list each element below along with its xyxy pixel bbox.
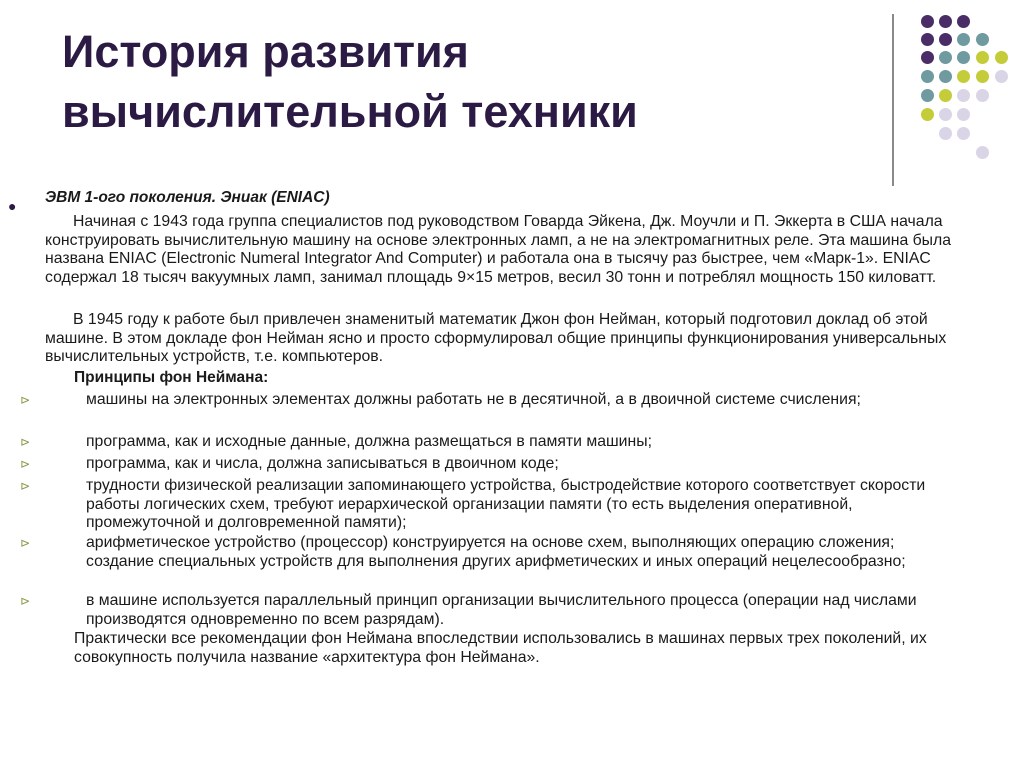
slide-title (62, 22, 842, 142)
paragraph-von-neumann: В 1945 году к работе был привлечен знаменитый математик Джон фон Нейман, который подготовил доклад об этой машине. В этом докладе фон Нейман ясно и просто сформулировал общие принципы функционирования универсальных вычислительных устройств, т.е. компьютеров. (45, 311, 947, 366)
arrow-bullet-icon: ⊳ (20, 435, 31, 449)
arrow-bullet-icon: ⊳ (20, 479, 31, 493)
paragraph-eniac: Начиная с 1943 года группа специалистов под руководством Говарда Эйкена, Дж. Моучли и П. Эккерта в США начала конструировать вычислительную машину на основе электронных ламп, а не на электромагнитных реле. Эта машина была названа ENIAC (Electronic Numeral Integrator And Computer) и работала она в тысячу раз быстрее, чем «Марк-1». ENIAC содержал 18 тысяч вакуумных ламп, занимал площадь 9×15 метров, весил 30 тонн и потреблял мощность 150 киловатт. (45, 213, 952, 286)
closing-paragraph: Практически все рекомендации фон Неймана впоследствии использовались в машинах первых трех поколений, их совокупность получила название «архитектура фон Неймана». (74, 630, 927, 666)
principle-text: программа, как и исходные данные, должна размещаться в памяти машины; (86, 433, 652, 450)
decorative-dot (976, 51, 989, 64)
arrow-bullet-icon: ⊳ (20, 457, 31, 471)
decorative-dot (921, 51, 934, 64)
decorative-dot (957, 89, 970, 102)
decorative-dot (939, 33, 952, 46)
decorative-dot (976, 146, 989, 159)
decorative-dot (939, 108, 952, 121)
decorative-dot (957, 70, 970, 83)
arrow-bullet-icon: ⊳ (20, 594, 31, 608)
decorative-dot (957, 51, 970, 64)
decorative-dot (939, 15, 952, 28)
main-bullet-icon: ● (8, 198, 17, 214)
decorative-dot (939, 70, 952, 83)
decorative-dot (921, 70, 934, 83)
decorative-dot (921, 33, 934, 46)
arrow-bullet-icon: ⊳ (20, 393, 31, 407)
decorative-dot (957, 127, 970, 140)
decorative-dot (939, 51, 952, 64)
decorative-dot (921, 108, 934, 121)
section-heading: ЭВМ 1-ого поколения. Эниак (ENIAC) (45, 189, 330, 206)
decorative-dot (921, 89, 934, 102)
decorative-divider (892, 14, 894, 186)
principle-text: программа, как и числа, должна записываться в двоичном коде; (86, 455, 559, 472)
decorative-dot (921, 15, 934, 28)
decorative-dot (957, 15, 970, 28)
principle-text: в машине используется параллельный принцип организации вычислительного процесса (операции над числами производятся одновременно по всем разрядам). (86, 592, 917, 628)
decorative-dot (995, 70, 1008, 83)
decorative-dot (976, 70, 989, 83)
decorative-dot (995, 51, 1008, 64)
slide-title-line2: вычислительной техники (62, 86, 638, 137)
principle-text: арифметическое устройство (процессор) конструируется на основе схем, выполняющих операцию сложения; создание специальных устройств для выполнения других арифметических и иных операций нецелесообразно; (86, 534, 906, 570)
principles-heading: Принципы фон Неймана: (74, 369, 269, 386)
arrow-bullet-icon: ⊳ (20, 536, 31, 550)
decorative-dot (976, 89, 989, 102)
decorative-dot (939, 127, 952, 140)
decorative-dot (976, 33, 989, 46)
decorative-dot (939, 89, 952, 102)
principle-text: машины на электронных элементах должны работать не в десятичной, а в двоичной системе счисления; (86, 391, 861, 408)
decorative-dot (957, 108, 970, 121)
decorative-dot (957, 33, 970, 46)
slide-title-line1: История развития (62, 26, 469, 77)
principle-text: трудности физической реализации запоминающего устройства, быстродействие которого соответствует скорости работы логических схем, требуют иерархической организации памяти (то есть выделения оперативной, промежуточной и долговременной памяти); (86, 477, 926, 532)
